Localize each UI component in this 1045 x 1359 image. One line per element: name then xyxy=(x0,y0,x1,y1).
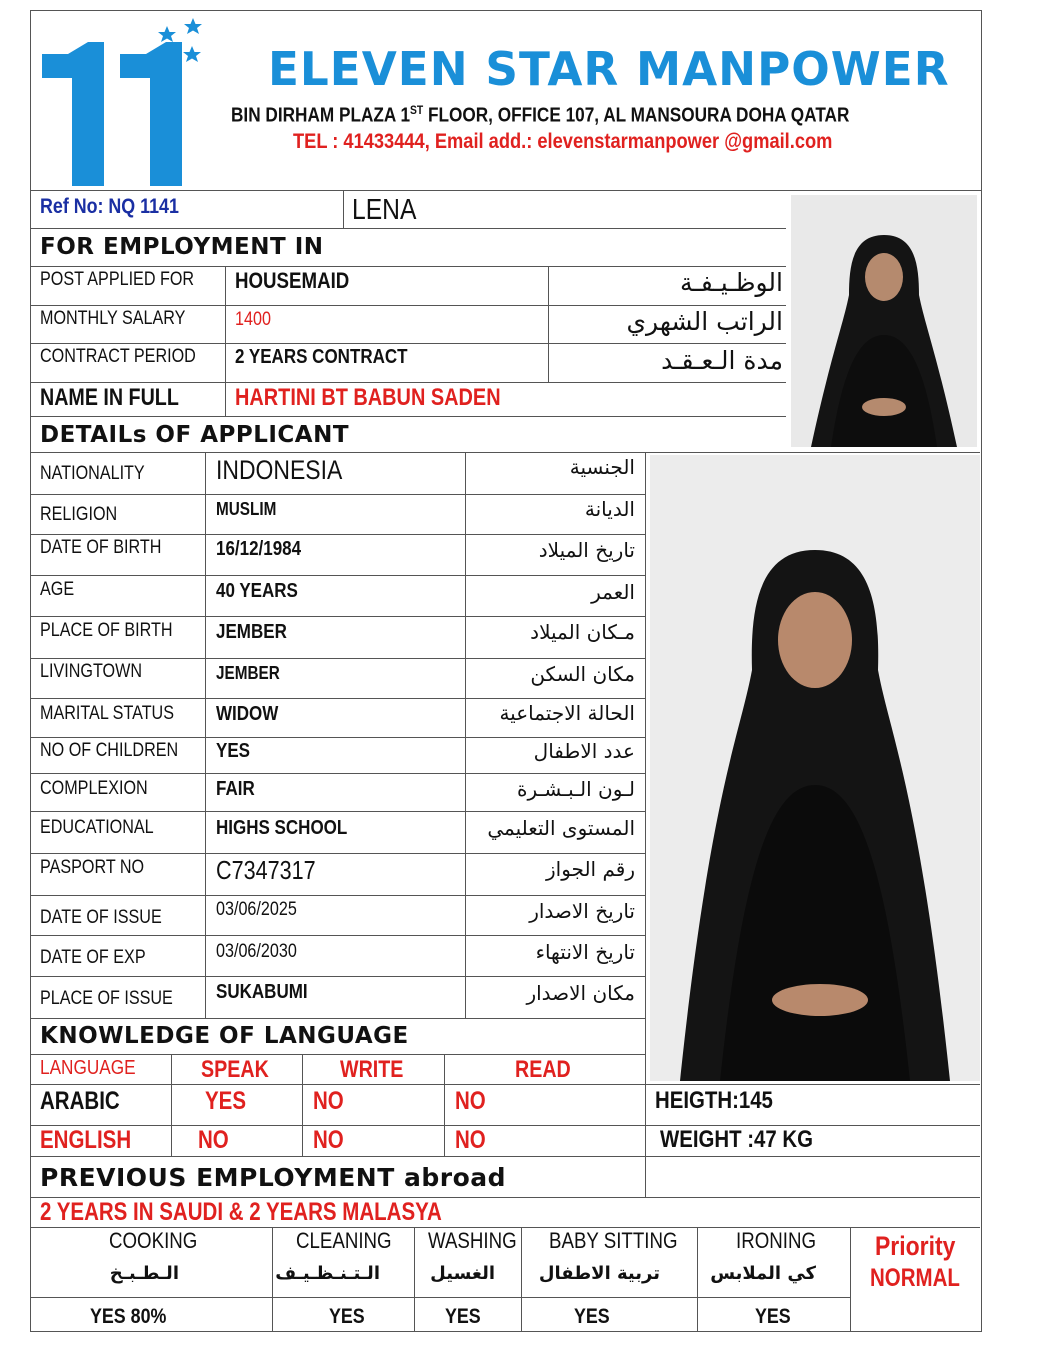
complexion-value: FAIR xyxy=(216,778,255,800)
place-of-issue-label: PLACE OF ISSUE xyxy=(40,988,173,1009)
contract-period-value: 2 YEARS CONTRACT xyxy=(235,346,408,368)
passport-value: C7347317 xyxy=(216,855,316,885)
monthly-salary-label: MONTHLY SALARY xyxy=(40,308,186,329)
age-label: AGE xyxy=(40,579,75,600)
post-applied-arabic: الوظـيـفـة xyxy=(680,268,783,297)
skill-cleaning-arabic: الـتـنـظـيـف xyxy=(275,1263,380,1284)
skill-ironing-value: YES xyxy=(755,1305,791,1328)
place-of-birth-value: JEMBER xyxy=(216,621,287,643)
full-name-label: NAME IN FULL xyxy=(40,384,179,411)
company-address: BIN DIRHAM PLAZA 1ST FLOOR, OFFICE 107, AL MANSOURA DOHA QATAR xyxy=(231,103,850,127)
dob-label: DATE OF BIRTH xyxy=(40,537,162,558)
arabic-write: NO xyxy=(313,1087,344,1115)
skill-cooking: COOKING xyxy=(109,1228,198,1253)
skill-baby-sitting-arabic: تربية الاطفال xyxy=(538,1263,660,1284)
marital-status-arabic: الحالة الاجتماعية xyxy=(499,701,635,725)
nickname: LENA xyxy=(352,194,417,226)
children-label: NO OF CHILDREN xyxy=(40,740,179,761)
contract-period-label: CONTRACT PERIOD xyxy=(40,346,196,367)
contract-period-arabic: مدة الـعـقـد xyxy=(661,346,783,375)
skill-cooking-value: YES 80% xyxy=(90,1305,167,1328)
arabic-language: ARABIC xyxy=(40,1087,120,1115)
company-name: ELEVEN STAR MANPOWER xyxy=(268,42,950,96)
dob-arabic: تاريخ الميلاد xyxy=(538,538,635,562)
post-applied-label: POST APPLIED FOR xyxy=(40,269,195,290)
complexion-arabic: لـون الـبـشـرة xyxy=(517,777,635,801)
monthly-salary-value: 1400 xyxy=(235,309,271,330)
company-logo xyxy=(38,12,206,188)
skill-baby-sitting: BABY SITTING xyxy=(549,1228,678,1253)
post-applied-value: HOUSEMAID xyxy=(235,268,350,293)
english-write: NO xyxy=(313,1126,344,1154)
date-of-exp-value: 03/06/2030 xyxy=(216,941,297,962)
logo-eleven-mark xyxy=(42,42,182,186)
english-speak: NO xyxy=(198,1126,229,1154)
monthly-salary-arabic: الراتب الشهري xyxy=(626,307,783,336)
educational-arabic: المستوى التعليمي xyxy=(487,816,635,840)
livingtown-value: JEMBER xyxy=(216,663,280,683)
nationality-label: NATIONALITY xyxy=(40,463,145,484)
skill-ironing-arabic: كي الملابس xyxy=(710,1263,816,1284)
marital-status-label: MARITAL STATUS xyxy=(40,703,174,724)
arabic-read: NO xyxy=(455,1087,486,1115)
place-of-issue-arabic: مكان الاصدار xyxy=(526,981,635,1005)
age-arabic: العمر xyxy=(591,580,635,604)
livingtown-arabic: مكان السكن xyxy=(530,662,635,686)
applicant-photo-small xyxy=(791,195,977,447)
nationality-arabic: الجنسية xyxy=(569,455,635,479)
skill-washing-value: YES xyxy=(445,1305,481,1328)
priority-label: Priority xyxy=(875,1231,956,1261)
full-name-value: HARTINI BT BABUN SADEN xyxy=(235,384,501,411)
ref-number: Ref No: NQ 1141 xyxy=(40,195,179,218)
religion-arabic: الديانة xyxy=(584,497,635,521)
skill-ironing: IRONING xyxy=(736,1228,817,1253)
religion-value: MUSLIM xyxy=(216,499,277,519)
company-contact: TEL : 41433444, Email add.: elevenstarmanpower @gmail.com xyxy=(293,130,833,153)
previous-employment-summary: 2 YEARS IN SAUDI & 2 YEARS MALASYA xyxy=(40,1198,442,1226)
educational-label: EDUCATIONAL xyxy=(40,817,154,838)
weight-value: WEIGHT :47 KG xyxy=(660,1126,814,1153)
children-arabic: عدد الاطفال xyxy=(533,739,635,763)
read-col-header: READ xyxy=(515,1056,571,1083)
applicant-photo-large xyxy=(650,455,980,1081)
date-of-issue-arabic: تاريخ الاصدار xyxy=(529,899,635,923)
language-col-header: LANGUAGE xyxy=(40,1057,136,1079)
skill-cooking-arabic: الـطـبـخ xyxy=(109,1263,179,1284)
educational-value: HIGHS SCHOOL xyxy=(216,817,348,839)
religion-label: RELIGION xyxy=(40,504,118,525)
passport-arabic: رقم الجواز xyxy=(546,857,635,881)
details-heading: DETAILs OF APPLICANT xyxy=(40,422,350,448)
passport-label: PASPORT NO xyxy=(40,857,145,878)
speak-col-header: SPEAK xyxy=(201,1056,269,1083)
language-heading: KNOWLEDGE OF LANGUAGE xyxy=(40,1023,409,1049)
height-value: HEIGTH:145 xyxy=(655,1087,773,1114)
place-of-birth-label: PLACE OF BIRTH xyxy=(40,620,173,641)
skill-washing: WASHING xyxy=(428,1228,517,1253)
children-value: YES xyxy=(216,740,251,762)
skill-cleaning: CLEANING xyxy=(296,1228,392,1253)
employment-heading: FOR EMPLOYMENT IN xyxy=(40,234,324,260)
place-of-issue-value: SUKABUMI xyxy=(216,981,308,1003)
livingtown-label: LIVINGTOWN xyxy=(40,661,142,682)
date-of-issue-value: 03/06/2025 xyxy=(216,899,297,920)
complexion-label: COMPLEXION xyxy=(40,778,148,799)
date-of-exp-label: DATE OF EXP xyxy=(40,947,146,968)
english-language: ENGLISH xyxy=(40,1126,132,1154)
date-of-exp-arabic: تاريخ الانتهاء xyxy=(535,940,635,964)
place-of-birth-arabic: مـكان الميلاد xyxy=(530,620,635,644)
skill-washing-arabic: الغسيل xyxy=(430,1263,495,1284)
skill-baby-sitting-value: YES xyxy=(574,1305,610,1328)
write-col-header: WRITE xyxy=(340,1056,404,1083)
previous-employment-heading: PREVIOUS EMPLOYMENT abroad xyxy=(40,1163,507,1192)
priority-value: NORMAL xyxy=(870,1264,960,1292)
nationality-value: INDONESIA xyxy=(216,455,343,485)
marital-status-value: WIDOW xyxy=(216,703,279,725)
age-value: 40 YEARS xyxy=(216,580,298,602)
english-read: NO xyxy=(455,1126,486,1154)
skill-cleaning-value: YES xyxy=(329,1305,365,1328)
dob-value: 16/12/1984 xyxy=(216,538,302,560)
date-of-issue-label: DATE OF ISSUE xyxy=(40,907,162,928)
arabic-speak: YES xyxy=(205,1087,247,1115)
